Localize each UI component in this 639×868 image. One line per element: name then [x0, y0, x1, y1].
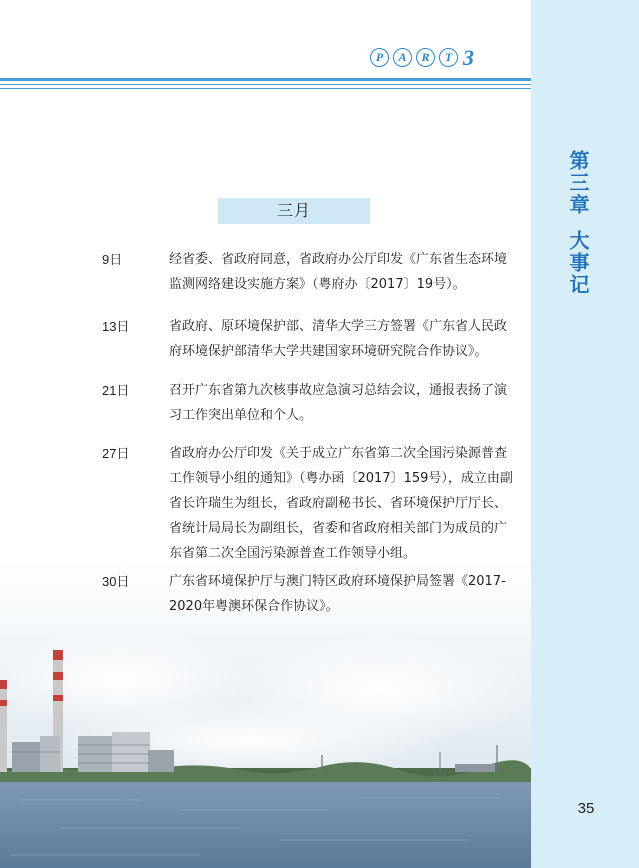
event-date: 27日: [102, 446, 130, 461]
header-rule: [0, 84, 531, 85]
event-date: 9日: [102, 252, 123, 267]
event-date: 21日: [102, 383, 130, 398]
event-text: 召开广东省第九次核事故应急演习总结会议，通报表扬了演习工作突出单位和个人。: [169, 383, 508, 423]
header-rule: [0, 88, 531, 89]
event-text: 广东省环境保护厅与澳门特区政府环境保护局签署《2017-2020年粤澳环保合作协议》。: [169, 574, 506, 614]
part-letter-r: R: [416, 48, 435, 67]
header-rule: [0, 78, 531, 81]
month-heading: 三月: [218, 198, 370, 224]
part-label: [370, 45, 474, 70]
chapter-heading: [563, 150, 593, 296]
part-letter-a: A: [393, 48, 412, 67]
event-text: 省政府、原环境保护部、清华大学三方签署《广东省人民政府环境保护部清华大学共建国家环境研究院合作协议》。: [169, 319, 508, 359]
event-text: 省政府办公厅印发《关于成立广东省第二次全国污染源普查工作领导小组的通知》（粤办函〔2017〕159号），成立由副省长许瑞生为组长，省政府副秘书长、省环境保护厅厅长、省统计局局长为副组长，省委和省政府相关部门为成员的广东省第二次全国污染源普查工作领导小组。: [169, 446, 513, 561]
page-number: 35: [577, 800, 595, 817]
event-date: 13日: [102, 319, 130, 334]
chapter-subtitle: 大事记: [566, 230, 590, 296]
event-date: 30日: [102, 574, 130, 589]
part-letter-t: T: [439, 48, 458, 67]
chapter-title: 第三章: [566, 150, 590, 216]
part-letter-p: P: [370, 48, 389, 67]
chapter-sidebar: [531, 0, 639, 868]
event-text: 经省委、省政府同意，省政府办公厅印发《广东省生态环境监测网络建设实施方案》（粤府办〔2017〕19号）。: [169, 252, 508, 292]
part-number: 3: [463, 45, 474, 70]
